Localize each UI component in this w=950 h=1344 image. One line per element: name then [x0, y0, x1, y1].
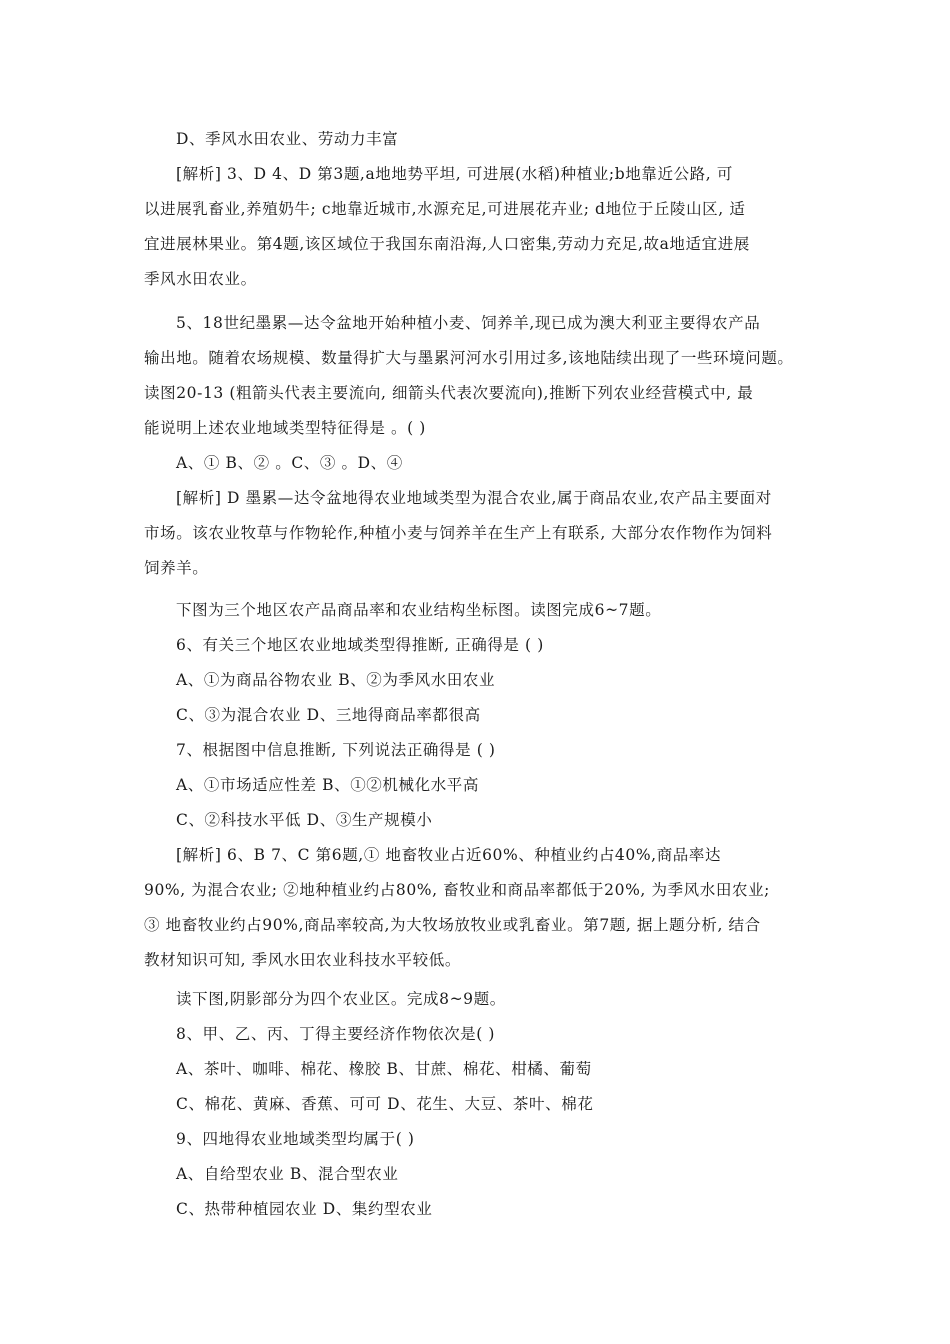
analysis-q6-7-line4: 教材知识可知, 季风水田农业科技水平较低。 [144, 951, 461, 969]
question-5-line1: 5、18世纪墨累—达令盆地开始种植小麦、饲养羊,现已成为澳大利亚主要得农产品 [176, 314, 761, 332]
question-5-line4: 能说明上述农业地域类型特征得是 。( ) [144, 419, 426, 437]
analysis-q5-line2: 市场。该农业牧草与作物轮作,种植小麦与饲养羊在生产上有联系, 大部分农作物作为饲料 [144, 524, 773, 542]
question-6: 6、有关三个地区农业地域类型得推断, 正确得是 ( ) [176, 636, 544, 654]
question-9: 9、四地得农业地域类型均属于( ) [176, 1130, 415, 1148]
question-6-options-ab: A、①为商品谷物农业 B、②为季风水田农业 [176, 671, 496, 689]
analysis-q3-4-line4: 季风水田农业。 [144, 270, 257, 288]
question-7-options-ab: A、①市场适应性差 B、①②机械化水平高 [176, 776, 480, 794]
question-6-options-cd: C、③为混合农业 D、三地得商品率都很高 [176, 706, 481, 724]
analysis-q5-line3: 饲养羊。 [144, 559, 209, 577]
analysis-q3-4-line2: 以进展乳畜业,养殖奶牛; c地靠近城市,水源充足,可进展花卉业; d地位于丘陵山区, 适 [144, 200, 746, 218]
question-5-line2: 输出地。随着农场规模、数量得扩大与墨累河河水引用过多,该地陆续出现了一些环境问题。 [144, 349, 794, 367]
question-7: 7、根据图中信息推断, 下列说法正确得是 ( ) [176, 741, 496, 759]
question-5-line3: 读图20-13 (粗箭头代表主要流向, 细箭头代表次要流向),推断下列农业经营模式中, 最 [144, 384, 754, 402]
question-8-options-cd: C、棉花、黄麻、香蕉、可可 D、花生、大豆、茶叶、棉花 [176, 1095, 594, 1113]
q8-9-intro: 读下图,阴影部分为四个农业区。完成8~9题。 [176, 990, 506, 1008]
analysis-q3-4-line3: 宜进展林果业。第4题,该区域位于我国东南沿海,人口密集,劳动力充足,故a地适宜进展 [144, 235, 750, 253]
analysis-q6-7-line3: ③ 地畜牧业约占90%,商品率较高,为大牧场放牧业或乳畜业。第7题, 据上题分析, 结合 [144, 916, 761, 934]
question-9-options-cd: C、热带种植园农业 D、集约型农业 [176, 1200, 433, 1218]
question-9-options-ab: A、自给型农业 B、混合型农业 [176, 1165, 399, 1183]
question-8-options-ab: A、茶叶、咖啡、棉花、橡胶 B、甘蔗、棉花、柑橘、葡萄 [176, 1060, 592, 1078]
q6-7-intro: 下图为三个地区农产品商品率和农业结构坐标图。读图完成6~7题。 [176, 601, 662, 619]
analysis-q6-7-line1: [解析] 6、B 7、C 第6题,① 地畜牧业占近60%、种植业约占40%,商品率达 [176, 846, 722, 864]
question-7-options-cd: C、②科技水平低 D、③生产规模小 [176, 811, 433, 829]
question-8: 8、甲、乙、丙、丁得主要经济作物依次是( ) [176, 1025, 496, 1043]
analysis-q6-7-line2: 90%, 为混合农业; ②地种植业约占80%, 畜牧业和商品率都低于20%, 为季风水田农业; [144, 881, 770, 899]
question-5-options: A、① B、② 。C、③ 。D、④ [176, 454, 403, 472]
option-d-q4: D、季风水田农业、劳动力丰富 [176, 130, 399, 148]
analysis-q3-4-line1: [解析] 3、D 4、D 第3题,a地地势平坦, 可进展(水稻)种植业;b地靠近公路, 可 [176, 165, 733, 183]
analysis-q5-line1: [解析] D 墨累—达令盆地得农业地域类型为混合农业,属于商品农业,农产品主要面对 [176, 489, 772, 507]
